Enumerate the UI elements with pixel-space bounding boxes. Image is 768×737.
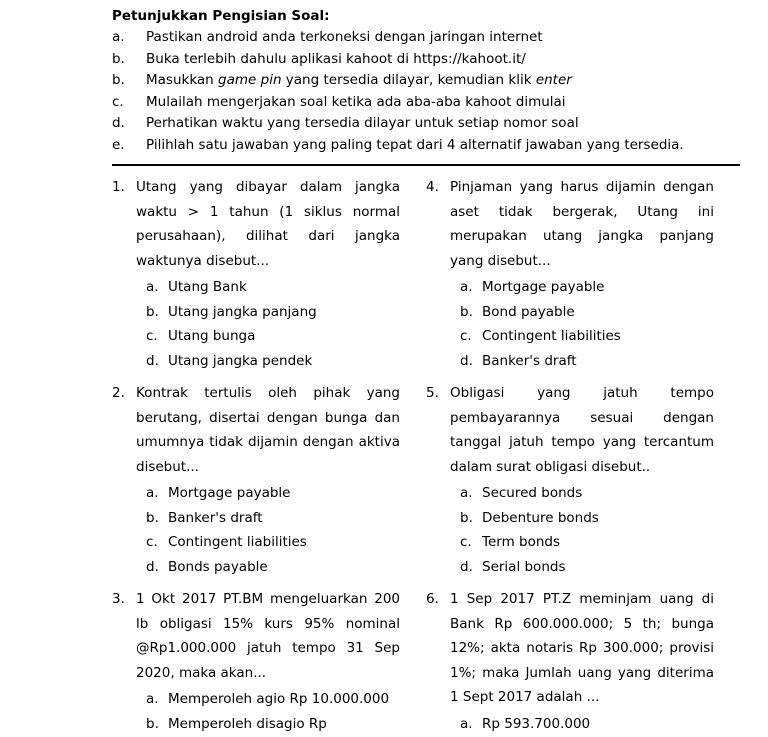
option-marker: c. [146,534,158,550]
option-text: Mortgage payable [168,485,291,501]
option-marker: d. [146,352,159,369]
option-marker: a. [146,485,159,501]
option-marker: a. [146,691,159,707]
question-body [136,587,400,736]
question-number: 2. [112,385,125,401]
option-text: Bond payable [482,303,575,320]
spacer [112,580,400,587]
option-text: Secured bonds [482,485,583,501]
instruction-item [112,135,740,157]
option-item[interactable] [136,300,400,325]
option-text: Contingent liabilities [168,534,307,550]
question-item [426,175,714,373]
question-item [112,175,400,373]
instruction-item [112,113,740,135]
option-marker: b. [146,509,159,526]
question-stem: Pinjaman yang harus dijamin dengan aset tidak bergerak, Utang ini merupakan utang jangka panjang yang disebut... [450,179,714,269]
instruction-text: Pilihlah satu jawaban yang paling tepat dari 4 alternatif jawaban yang tersedia. [146,136,684,153]
question-body [450,587,714,736]
option-text: Memperoleh disagio Rp [168,715,327,732]
question-body [136,381,400,579]
option-text: Rp 593.700.000 [482,715,591,732]
question-stem: Utang yang dibayar dalam jangka waktu > 1 tahun (1 siklus normal perusahaan), dilihat dari jangka waktunya disebut... [136,179,400,269]
question-body [450,381,714,579]
options-list [450,712,714,737]
option-marker: c. [460,328,472,344]
option-item[interactable] [136,349,400,374]
question-number: 5. [426,385,439,401]
option-text: Utang jangka panjang [168,303,317,320]
option-item[interactable] [450,275,714,300]
question-stem: 1 Okt 2017 PT.BM mengeluarkan 200 lb obligasi 15% kurs 95% nominal @Rp1.000.000 jatuh tempo 31 Sep 2020, maka akan... [136,591,400,681]
option-marker: a. [460,485,473,501]
option-item[interactable] [136,555,400,580]
option-item[interactable] [450,324,714,349]
spacer [426,580,714,587]
question-item [112,381,400,579]
question-body [136,175,400,373]
option-marker: b. [146,303,159,320]
instruction-item [112,92,740,114]
option-text: Banker's draft [482,352,577,369]
instruction-item [112,49,740,71]
questions-column-right [426,175,714,737]
questions-column-left [112,175,400,737]
instruction-marker: a. [112,29,125,45]
option-item[interactable] [136,506,400,531]
question-stem: 1 Sep 2017 PT.Z meminjam uang di Bank Rp 600.000.000; 5 th; bunga 12%; akta notaris Rp 300.000; provisi 1%; maka Jumlah uang yang diterima 1 Sept 2017 adalah ... [450,591,714,705]
option-text: Mortgage payable [482,279,605,295]
instruction-item [112,27,740,49]
option-item[interactable] [450,530,714,555]
option-text: Memperoleh agio Rp 10.000.000 [168,691,390,707]
option-item[interactable] [450,300,714,325]
question-number: 6. [426,591,439,607]
option-text: Utang bunga [168,328,256,344]
option-text: Debenture bonds [482,509,599,526]
spacer [426,374,714,381]
instruction-marker: d. [112,115,125,131]
option-marker: d. [146,558,159,575]
option-text: Bonds payable [168,558,268,575]
option-text: Serial bonds [482,558,566,575]
instruction-marker: e. [112,136,125,153]
instructions-title: Petunjukkan Pengisian Soal: [112,8,330,24]
option-marker: b. [460,509,473,526]
option-item[interactable] [136,324,400,349]
option-item[interactable] [450,555,714,580]
option-text: Term bonds [482,534,561,550]
option-item[interactable] [450,481,714,506]
questions-area [112,175,740,737]
option-marker: c. [460,534,472,550]
instruction-marker: b. [112,72,125,88]
instruction-marker: c. [112,93,124,110]
option-item[interactable] [450,506,714,531]
option-item[interactable] [136,712,400,737]
question-stem: Kontrak tertulis oleh pihak yang berutang, disertai dengan bunga dan umumnya tidak dijamin dengan aktiva disebut... [136,385,400,475]
option-text: Utang Bank [168,279,247,295]
option-marker: d. [460,558,473,575]
question-body [450,175,714,373]
option-item[interactable] [136,275,400,300]
option-item[interactable] [136,687,400,712]
option-marker: d. [460,352,473,369]
spacer [112,374,400,381]
instructions-list [112,27,740,156]
question-number: 4. [426,179,439,195]
question-item [426,587,714,736]
instruction-text: Pastikan android anda terkoneksi dengan jaringan internet [146,29,543,45]
option-marker: b. [460,303,473,320]
options-list [136,481,400,579]
options-list [450,481,714,579]
question-number: 1. [112,179,125,195]
instruction-text: Masukkan game pin yang tersedia dilayar, kemudian klik enter [146,72,572,88]
instruction-item [112,70,740,92]
option-marker: a. [460,279,473,295]
option-item[interactable] [136,481,400,506]
options-list [136,275,400,373]
option-text: Contingent liabilities [482,328,621,344]
instruction-text: Mulailah mengerjakan soal ketika ada aba-aba kahoot dimulai [146,93,566,110]
option-marker: a. [146,279,159,295]
instruction-text: Buka terlebih dahulu aplikasi kahoot di https://kahoot.it/ [146,50,526,67]
option-item[interactable] [450,349,714,374]
option-marker: c. [146,328,158,344]
options-list [136,687,400,736]
question-item [112,587,400,736]
question-stem: Obligasi yang jatuh tempo pembayarannya sesuai dengan tanggal jatuh tempo yang tercantum dalam surat obligasi disebut.. [450,385,714,475]
instruction-marker: b. [112,50,125,67]
option-marker: b. [146,715,159,732]
option-marker: a. [460,715,473,732]
instruction-text: Perhatikan waktu yang tersedia dilayar untuk setiap nomor soal [146,115,579,131]
option-text: Utang jangka pendek [168,352,313,369]
option-text: Banker's draft [168,509,263,526]
options-list [450,275,714,373]
question-item [426,381,714,579]
option-item[interactable] [450,712,714,737]
question-number: 3. [112,591,125,607]
option-item[interactable] [136,530,400,555]
section-divider [112,164,740,166]
